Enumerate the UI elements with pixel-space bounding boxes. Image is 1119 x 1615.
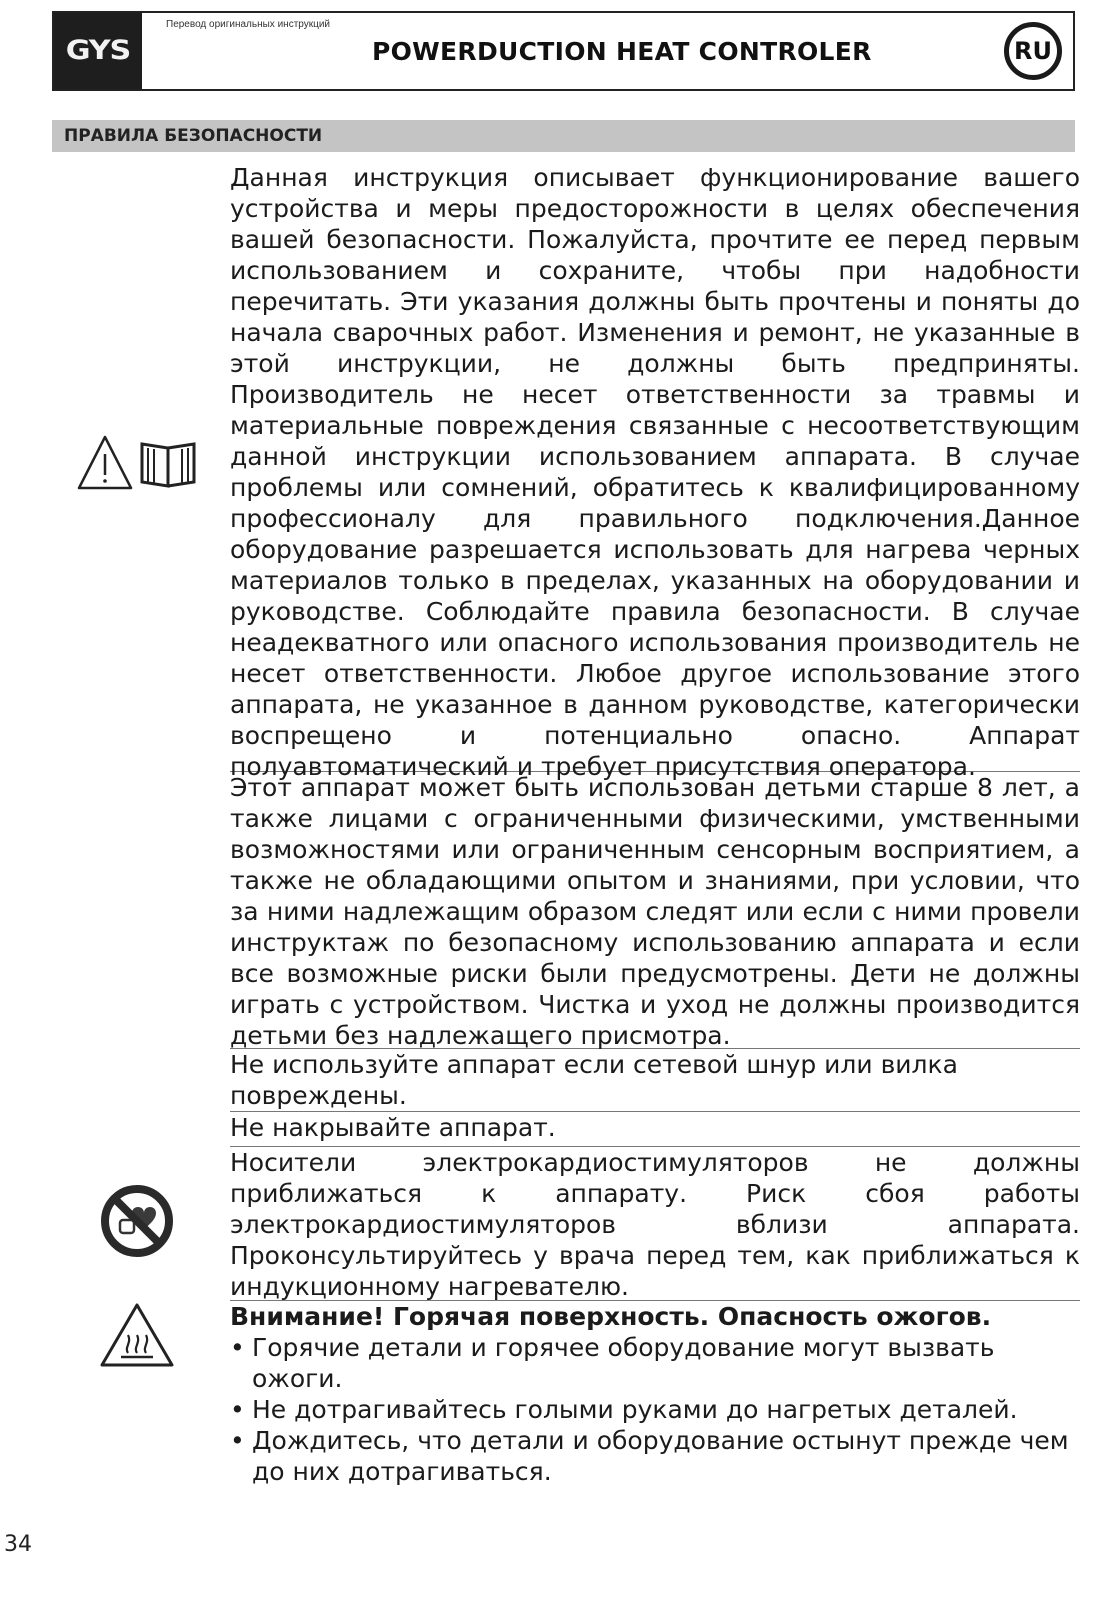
no-pacemaker-icon — [100, 1184, 174, 1258]
hot-surface-title: Внимание! Горячая поверхность. Опасность ожогов. — [230, 1302, 992, 1331]
do-not-cover-text: Не накрывайте аппарат. — [230, 1113, 556, 1142]
hot-surface-icon — [99, 1301, 175, 1369]
gys-logo: GYS — [54, 13, 142, 89]
hot-surface-list — [230, 1332, 1080, 1487]
hot-surface-block — [230, 1301, 1080, 1487]
language-badge: RU — [1004, 22, 1062, 80]
pacemaker-warning-block — [230, 1147, 1080, 1301]
damaged-cord-block — [230, 1049, 1080, 1112]
header-subtitle: Перевод оригинальных инструкций — [166, 19, 330, 30]
read-manual-warning-icon — [76, 432, 198, 494]
document-title: POWERDUCTION HEAT CONTROLER — [372, 37, 872, 66]
children-usage-block — [230, 772, 1080, 1049]
section-header — [52, 120, 1075, 152]
section-title: ПРАВИЛА БЕЗОПАСНОСТИ — [64, 126, 323, 146]
pacemaker-warning-text: Носители электрокардиостимуляторов не должны приближаться к аппарату. Риск сбоя работы электрокардиостимуляторов вблизи аппарата. Проконсультируйтесь у врача перед тем, как приближаться к индукционному нагревателю. — [230, 1148, 1080, 1301]
header — [52, 11, 1075, 91]
page-number: 34 — [4, 1532, 32, 1557]
list-item: • Горячие детали и горячее оборудование могут вызвать ожоги. — [230, 1332, 1080, 1394]
children-usage-text: Этот аппарат может быть использован детьми старше 8 лет, а также лицами с ограниченными физическими, умственными возможностями или ограниченным сенсорным восприятием, а также не обладающими опытом и знаниями, при условии, что за ними надлежащим образом следят или если с ними провели инструктаж по безопасному использованию аппарата и если все возможные риски были предусмотрены. Дети не должны играть с устройством. Чистка и уход не должны производится детьми без надлежащего присмотра. — [230, 773, 1080, 1050]
list-item: • Дождитесь, что детали и оборудование остынут прежде чем до них дотрагиваться. — [230, 1425, 1080, 1487]
general-instructions-block — [230, 162, 1080, 781]
damaged-cord-text: Не используйте аппарат если сетевой шнур или вилка повреждены. — [230, 1050, 958, 1110]
do-not-cover-block — [230, 1112, 1080, 1147]
safety-rules-content — [230, 162, 1080, 1487]
general-instructions-text: Данная инструкция описывает функционирование вашего устройства и меры предосторожности в целях обеспечения вашей безопасности. Пожалуйста, прочтите ее перед первым использованием и сохраните, чтобы при надобности перечитать. Эти указания должны быть прочтены и поняты до начала сварочных работ. Изменения и ремонт, не указанные в этой инструкции, не должны быть предприняты. Производитель не несет ответственности за травмы и материальные повреждения связанные с несоответствующим данной инструкции использованием аппарата. В случае проблемы или сомнений, обратитесь к квалифицированному профессионалу для правильного подключения.Данное оборудование разрешается использовать для нагрева черных материалов только в пределах, указанных на оборудовании и руководстве. Соблюдайте правила безопасности. В случае неадекватного или опасного использования производитель не несет ответственности. Любое другое использование этого аппарата, не указанное в данном руководстве, категорически воспрещено и потенциально опасно. Аппарат полуавтоматический и требует присутствия оператора. — [230, 163, 1080, 781]
list-item: • Не дотрагивайтесь голыми руками до нагретых деталей. — [230, 1394, 1080, 1425]
